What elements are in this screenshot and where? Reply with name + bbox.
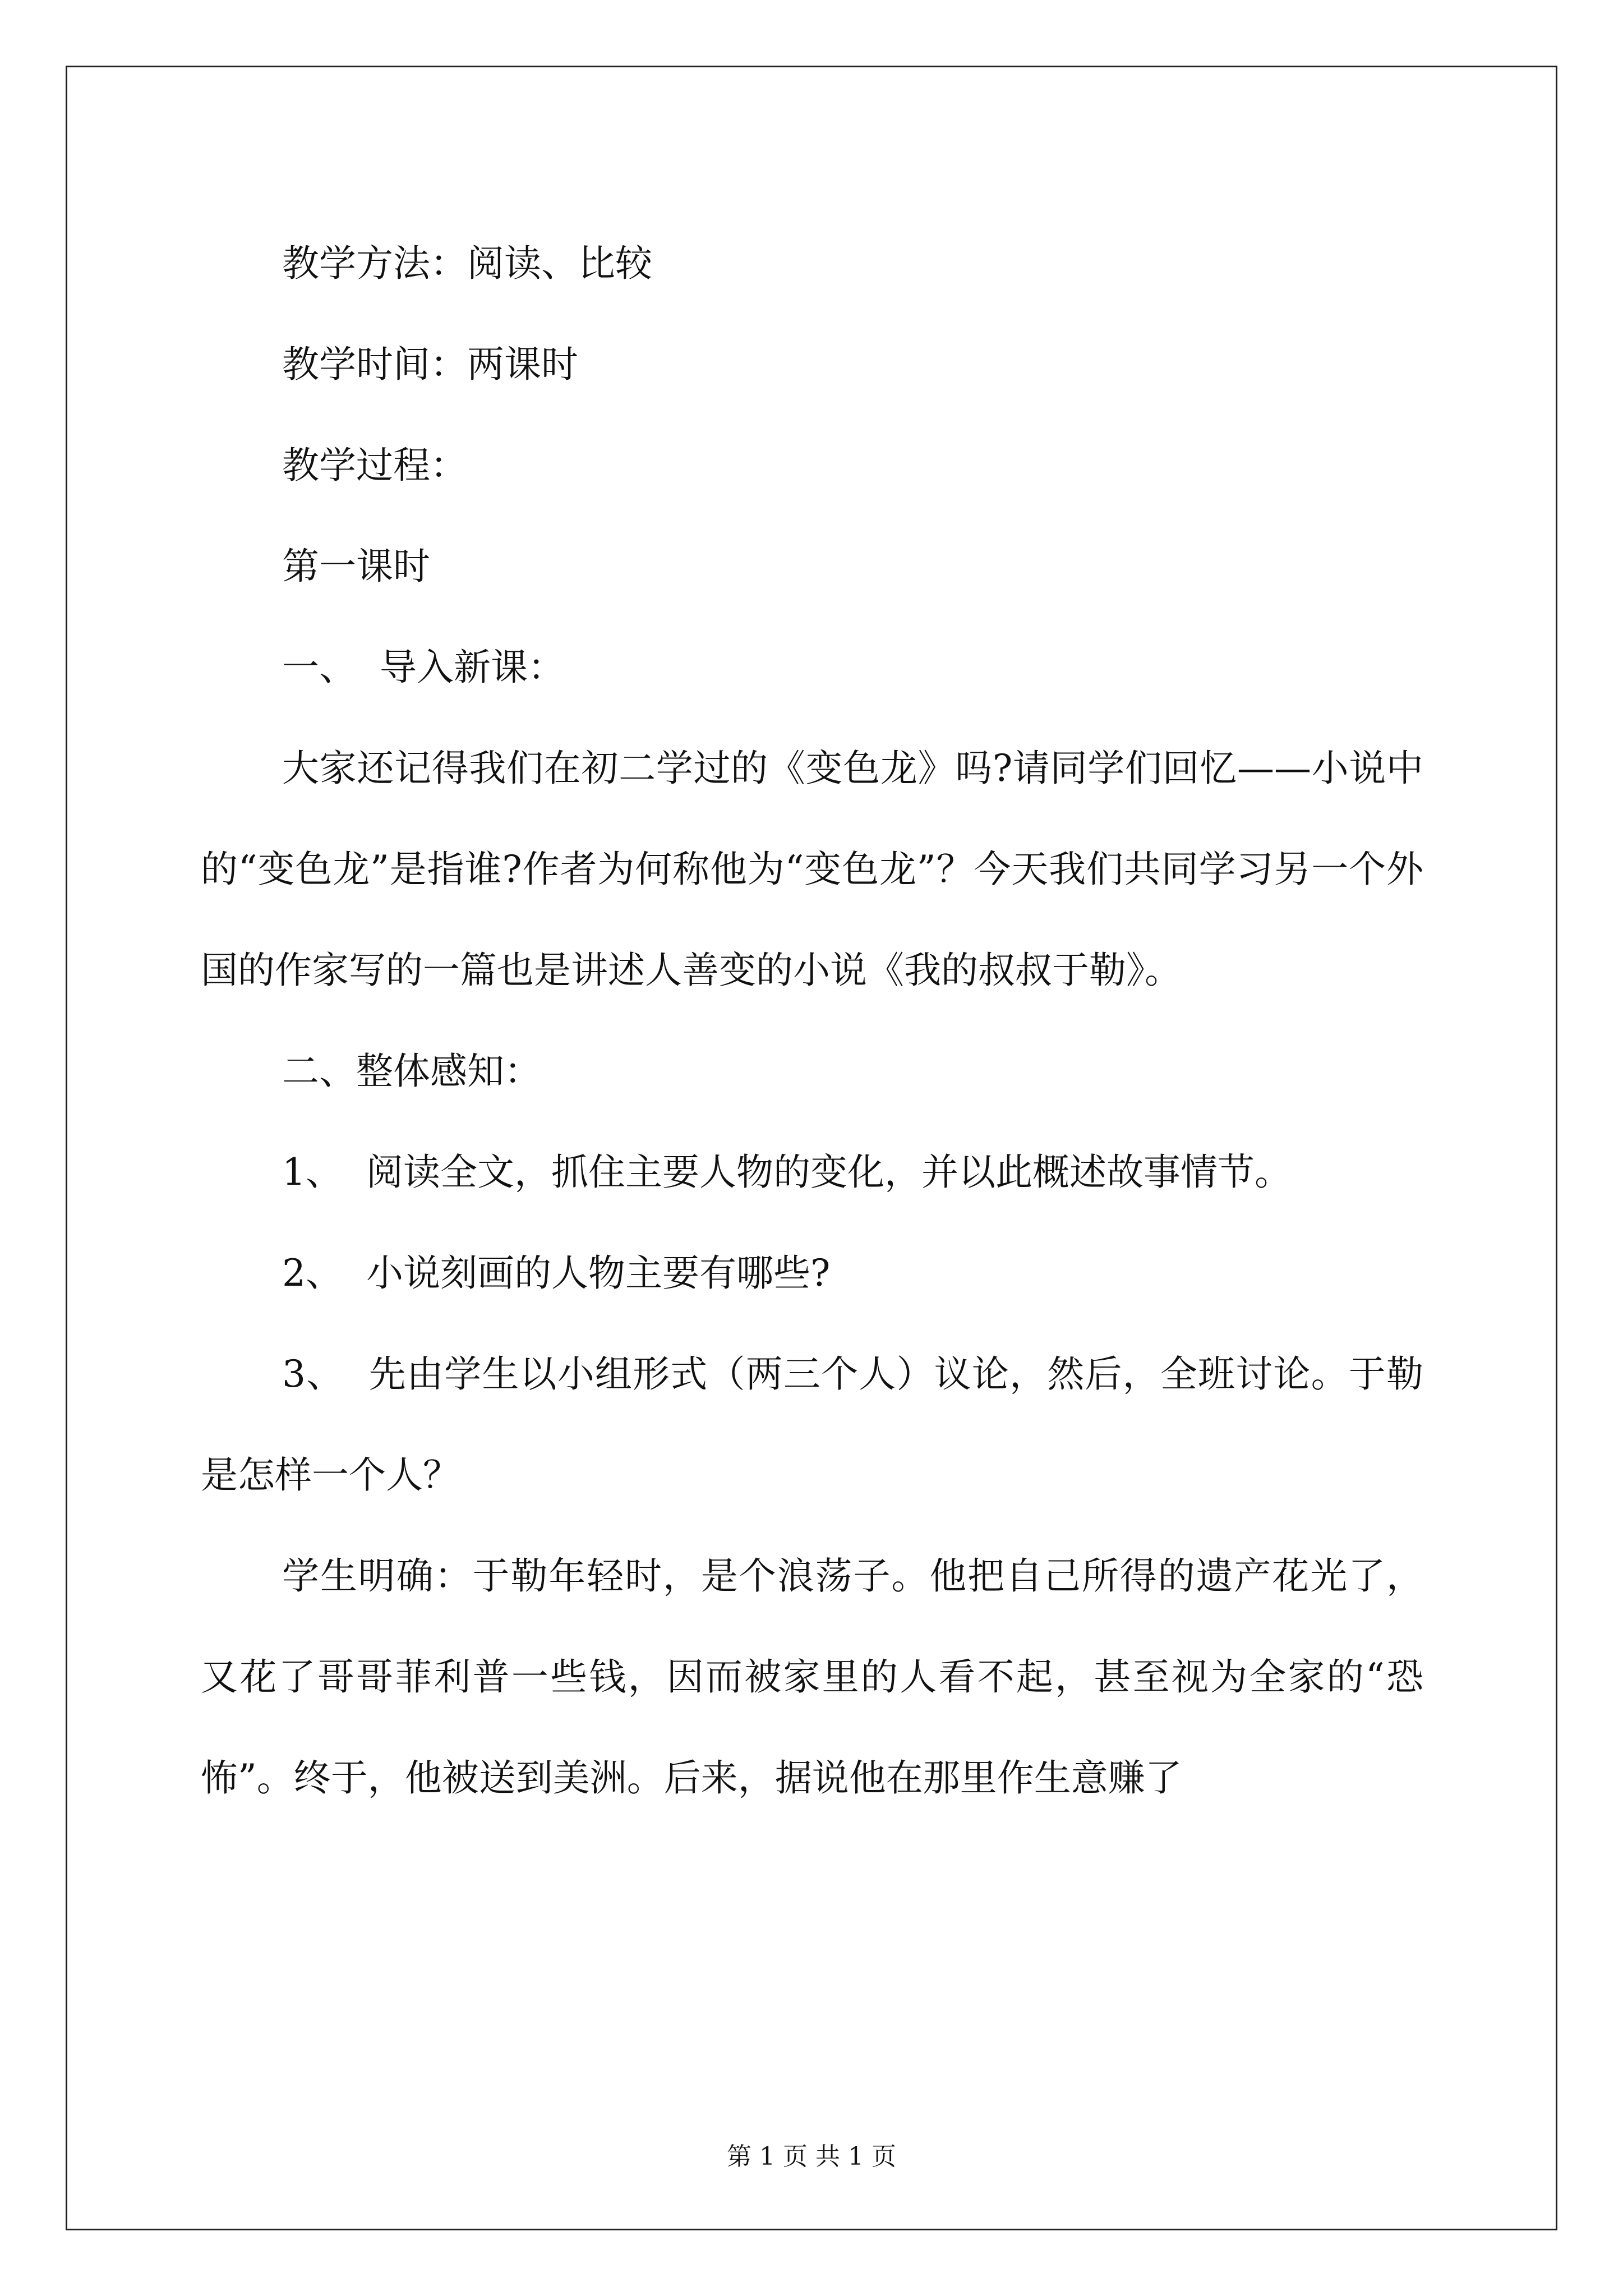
paragraph-section-intro: 一、 导入新课： — [282, 646, 565, 689]
paragraph-item-2: 2、 小说刻画的人物主要有哪些? — [282, 1251, 831, 1295]
paragraph-section-overview: 二、整体感知： — [282, 1050, 541, 1093]
paragraph-teaching-time: 教学时间：两课时 — [282, 343, 578, 386]
paragraph-first-lesson: 第一课时 — [282, 545, 430, 588]
page-number-footer: 第 1 页 共 1 页 — [727, 2142, 896, 2171]
document-body — [201, 213, 1423, 1878]
paragraph-teaching-method: 教学方法：阅读、比较 — [282, 242, 652, 285]
paragraph-item-3: 3、 先由学生以小组形式（两三个人）议论，然后，全班讨论。于勒是怎样一个人？ — [201, 1352, 1423, 1497]
paragraph-student-answer: 学生明确：于勒年轻时，是个浪荡子。他把自己所得的遗产花光了，又花了哥哥菲利普一些钱，因而被家里的人看不起，甚至视为全家的“恐怖”。终于，他被送到美洲。后来，据说他在那里作生意赚了 — [201, 1554, 1423, 1800]
paragraph-teaching-process: 教学过程： — [282, 444, 467, 487]
paragraph-intro-text: 大家还记得我们在初二学过的《变色龙》吗?请同学们回忆——小说中的“变色龙”是指谁?作者为何称他为“变色龙”？今天我们共同学习另一个外国的作家写的一篇也是讲述人善变的小说《我的叔叔于勒》。 — [201, 747, 1423, 992]
paragraph-item-1: 1、 阅读全文，抓住主要人物的变化，并以此概述故事情节。 — [282, 1151, 1292, 1194]
